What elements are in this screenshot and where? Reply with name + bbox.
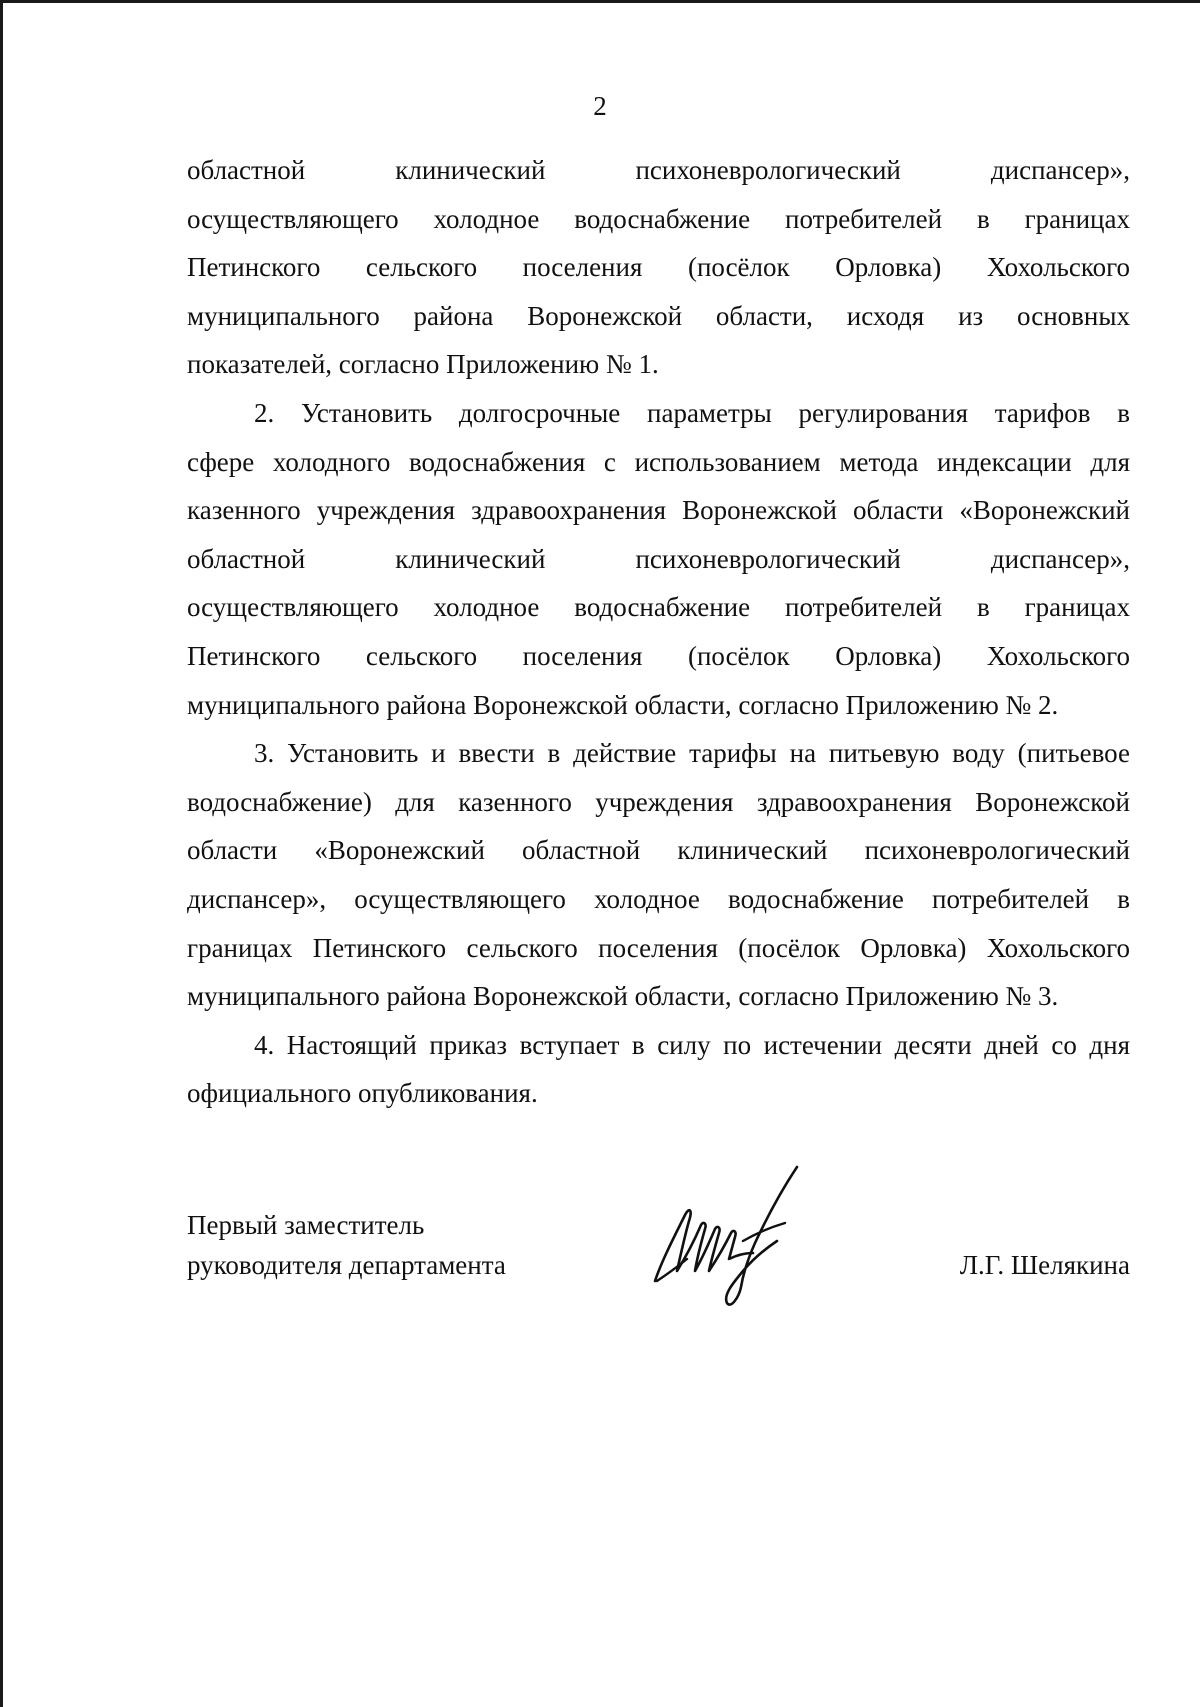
text-line: муниципального района Воронежской области, исходя из основных	[187, 300, 1130, 331]
text-line: Петинского сельского поселения (посёлок Орловка) Хохольского	[187, 640, 1130, 671]
scan-edge-top	[0, 0, 1200, 3]
text-line: показателей, согласно Приложению № 1.	[187, 349, 659, 380]
signatory-position-line: Первый заместитель	[187, 1210, 425, 1240]
text-line: границах Петинского сельского поселения (посёлок Орловка) Хохольского	[187, 932, 1130, 963]
text-line: Петинского сельского поселения (посёлок Орловка) Хохольского	[187, 252, 1130, 283]
text-line: 2. Установить долгосрочные параметры регулирования тарифов в	[254, 397, 1130, 428]
paragraph-item-3	[187, 729, 1130, 1021]
signatory-position	[187, 1205, 506, 1285]
text-line: водоснабжение) для казенного учреждения здравоохранения Воронежской	[187, 786, 1130, 817]
text-line: казенного учреждения здравоохранения Воронежской области «Воронежский	[187, 495, 1130, 526]
text-line: диспансер», осуществляющего холодное водоснабжение потребителей в	[187, 883, 1130, 914]
scan-edge-left	[0, 0, 3, 1707]
text-line: областной клинический психоневрологический диспансер»,	[187, 543, 1130, 574]
paragraph-continuation	[187, 146, 1130, 389]
text-line: осуществляющего холодное водоснабжение потребителей в границах	[187, 203, 1130, 234]
handwritten-signature	[647, 1163, 817, 1313]
text-line: сфере холодного водоснабжения с использованием метода индексации для	[187, 446, 1130, 477]
text-line: области «Воронежский областной клинический психоневрологический	[187, 835, 1130, 866]
document-body	[187, 146, 1130, 1118]
text-line: осуществляющего холодное водоснабжение потребителей в границах	[187, 592, 1130, 623]
text-line: областной клинический психоневрологический диспансер»,	[187, 155, 1130, 185]
page-number: 2	[593, 91, 607, 121]
text-line: 4. Настоящий приказ вступает в силу по истечении десяти дней со дня	[254, 1029, 1130, 1060]
text-line: муниципального района Воронежской области, согласно Приложению № 3.	[187, 981, 1059, 1012]
paragraph-item-4	[187, 1021, 1130, 1118]
signature-block	[187, 1205, 1130, 1325]
text-line: официального опубликования.	[187, 1078, 538, 1109]
paragraph-item-2	[187, 389, 1130, 729]
signatory-position-line: руководителя департамента	[187, 1250, 506, 1280]
text-line: 3. Установить и ввести в действие тарифы на питьевую воду (питьевое	[254, 738, 1130, 769]
signatory-name: Л.Г. Шелякина	[959, 1250, 1130, 1280]
text-line: муниципального района Воронежской области, согласно Приложению № 2.	[187, 689, 1059, 720]
